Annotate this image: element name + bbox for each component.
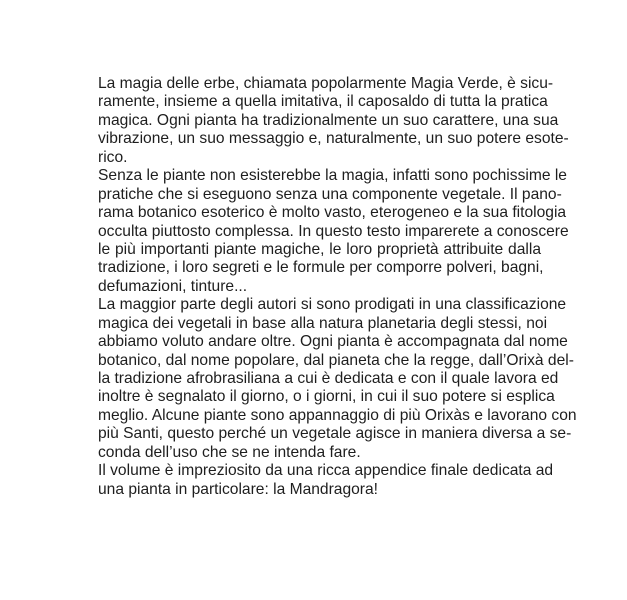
text-line: pratiche che si eseguono senza una componente vegetale. Il pano- [98, 185, 562, 203]
text-line: magica. Ogni pianta ha tradizionalmente un suo carattere, una sua [98, 111, 559, 129]
text-line: defumazioni, tinture... [98, 277, 248, 295]
text-line: vibrazione, un suo messaggio e, naturalmente, un suo potere esote- [98, 130, 569, 148]
text-line: magica dei vegetali in base alla natura planetaria degli stessi, noi [98, 314, 548, 332]
text-line: inoltre è segnalato il giorno, o i giorni, in cui il suo potere si esplica [98, 388, 555, 406]
text-line: meglio. Alcune piante sono appannaggio di più Orixàs e lavorano con [98, 406, 577, 424]
paragraph-4 [98, 462, 554, 499]
text-line: abbiamo voluto andare oltre. Ogni pianta è accompagnata dal nome [98, 333, 568, 351]
text-line: botanico, dal nome popolare, dal pianeta che la regge, dall’Orixà del- [98, 351, 574, 369]
text-line: Il volume è impreziosito da una ricca appendice finale dedicata ad [98, 462, 554, 480]
text-line: occulta piuttosto complessa. In questo testo imparerete a conoscere [98, 222, 569, 240]
paragraph-1 [98, 75, 569, 167]
text-line: tradizione, i loro segreti e le formule per comporre polveri, bagni, [98, 259, 544, 277]
paragraph-3 [98, 296, 577, 462]
text-line: rico. [98, 148, 128, 166]
text-line: rama botanico esoterico è molto vasto, eterogeneo e la sua fitologia [98, 204, 567, 222]
text-line: una pianta in particolare: la Mandragora! [98, 480, 378, 498]
text-line: conda dell’uso che se ne intenda fare. [98, 443, 361, 461]
text-line: più Santi, questo perché un vegetale agisce in maniera diversa a se- [98, 425, 572, 443]
text-line: ramente, insieme a quella imitativa, il caposaldo di tutta la pratica [98, 93, 548, 111]
text-line: la tradizione afrobrasiliana a cui è dedicata e con il quale lavora ed [98, 370, 559, 387]
text-line: le più importanti piante magiche, le loro proprietà attribuite dalla [98, 240, 541, 258]
book-description [98, 75, 577, 499]
text-line: La maggior parte degli autori si sono prodigati in una classificazione [98, 296, 567, 314]
text-line: Senza le piante non esisterebbe la magia, infatti sono pochissime le [98, 167, 567, 185]
paragraph-2 [98, 167, 569, 296]
text-line: La magia delle erbe, chiamata popolarmente Magia Verde, è sicu- [98, 75, 554, 92]
